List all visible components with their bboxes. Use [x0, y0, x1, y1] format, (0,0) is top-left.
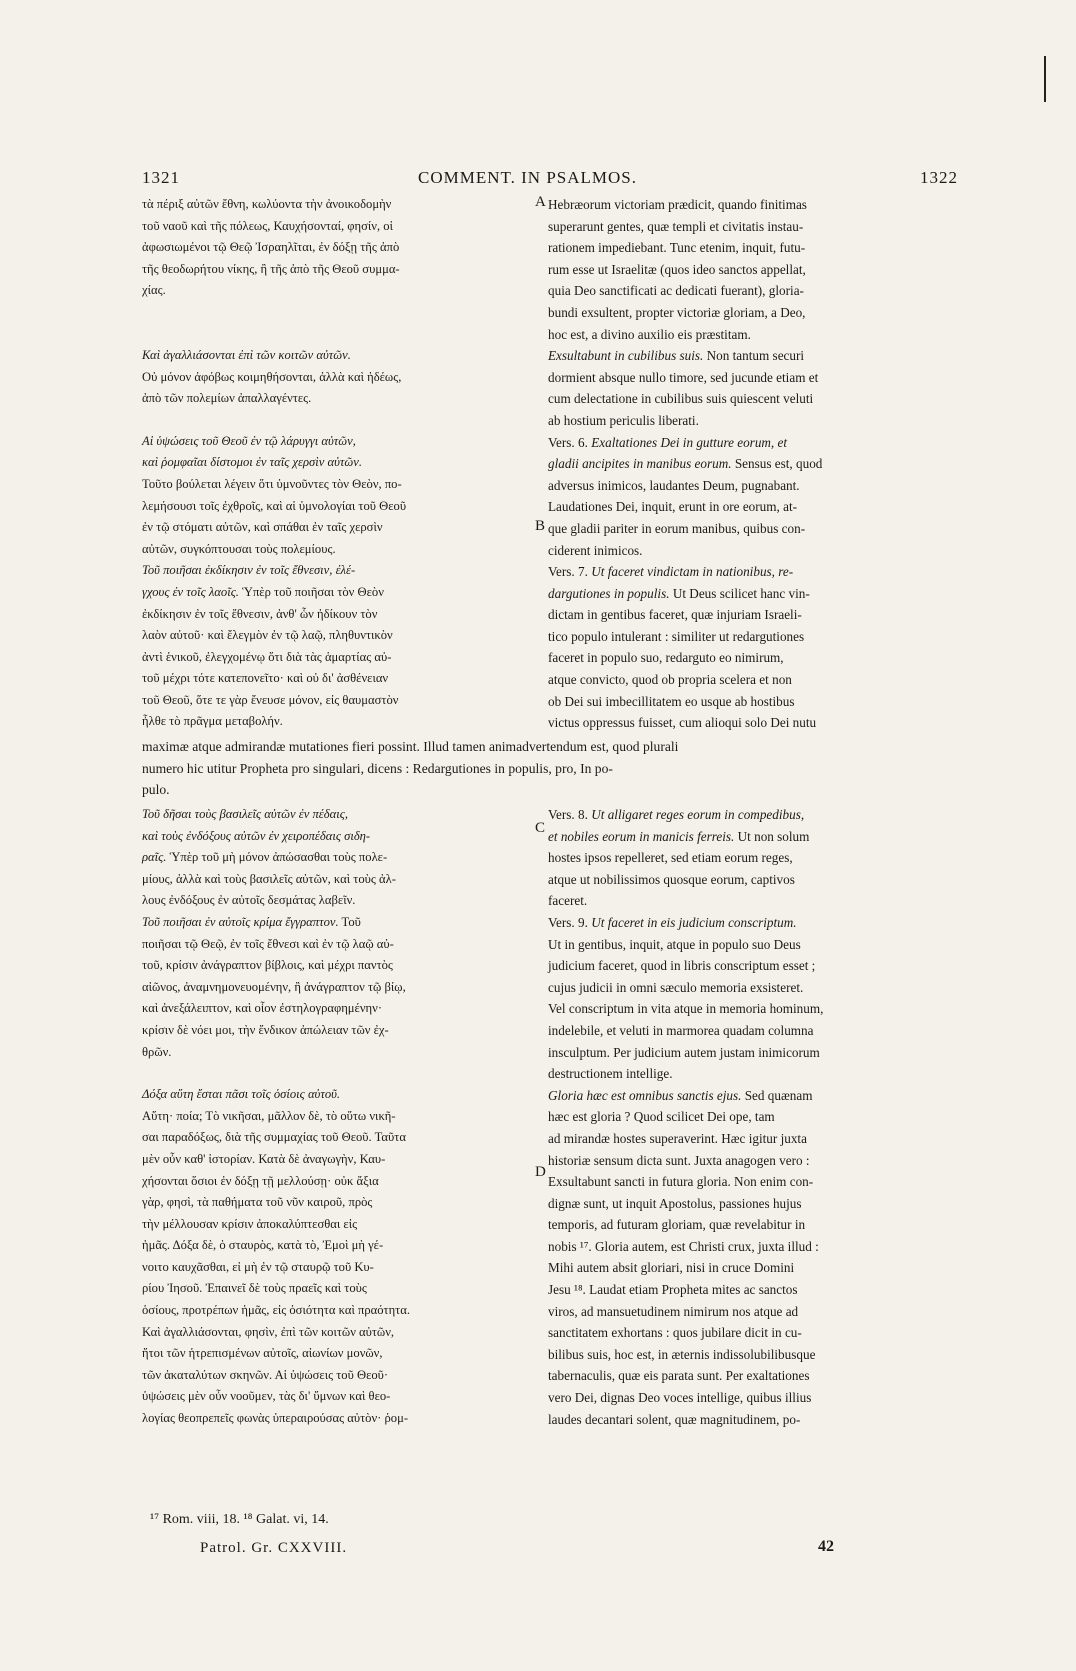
footer-patrol: Patrol. Gr. CXXVIII.: [200, 1540, 348, 1556]
latin-line: dictam in gentibus faceret, quæ injuriam Israeli-: [548, 607, 802, 623]
greek-line: αὐτῶν, συγκόπτουσαι τοὺς πολεμίους.: [142, 541, 336, 556]
greek-verse-heading: καὶ τοὺς ἐνδόξους αὐτῶν ἐν χειροπέδαις σιδη-: [142, 828, 371, 843]
verse-number: Vers. 9.: [548, 914, 588, 930]
greek-line: τοῦ ναοῦ καὶ τῆς πόλεως, Καυχήσονταί, φησίν, οἱ: [142, 218, 393, 233]
latin-line: ciderent inimicos.: [548, 542, 643, 558]
latin-line: destructionem intellige.: [548, 1066, 673, 1082]
latin-line: tico populo intulerant : similiter ut redargutiones: [548, 628, 805, 644]
verse-number: Vers. 6.: [548, 434, 588, 450]
greek-line: θρῶν.: [142, 1044, 172, 1059]
latin-line: Ut in gentibus, inquit, atque in populo suo Deus: [548, 936, 801, 952]
greek-line: αἰῶνος, ἀναμνημονευομένην, ἢ ἀνάγραπτον τῷ βίῳ,: [142, 979, 406, 994]
latin-line: vero Dei, dignas Deo voces intellige, quibus illius: [548, 1390, 812, 1406]
latin-verse-heading: dargutiones in populis.: [548, 585, 670, 601]
latin-line: victus oppressus fuisset, cum alioqui solo Dei nutu: [548, 715, 817, 731]
latin-line: dormient absque nullo timore, sed jucunde etiam et: [548, 369, 819, 385]
greek-verse-heading: καὶ ῥομφαῖαι δίστομοι ἐν ταῖς χερσὶν αὐτῶν.: [142, 455, 363, 470]
greek-line: ὁσίους, προτρέπων ἡμᾶς, εἰς ὁσιότητα καὶ πραότητα.: [142, 1303, 410, 1318]
greek-line: Τοῦ: [341, 914, 361, 929]
latin-line: Ut Deus scilicet hanc vin-: [672, 585, 810, 601]
latin-column-top: [548, 194, 934, 734]
greek-line: χήσονται ὅσιοι ἐν δόξῃ τῇ μελλούσῃ· οὐκ ἄξια: [142, 1173, 379, 1188]
latin-line: ab hostium periculis liberati.: [548, 412, 699, 428]
latin-column-bottom: [548, 804, 934, 1430]
latin-verse-heading: gladii ancipites in manibus eorum.: [548, 456, 732, 472]
latin-verse-heading: Exaltationes Dei in gutture eorum, et: [591, 434, 788, 450]
latin-line: rum esse ut Israelitæ (quos ideo sanctos appellat,: [548, 261, 806, 277]
greek-line: Τοῦτο βούλεται λέγειν ὅτι ὑμνοῦντες τὸν Θεὸν, πο-: [142, 476, 402, 491]
greek-column-top: [142, 194, 542, 733]
latin-line: Jesu ¹⁸. Laudat etiam Propheta mites ac sanctos: [548, 1282, 798, 1298]
latin-line: cujus judicii in omni sæculo memoria exsisteret.: [548, 979, 804, 995]
greek-line: μίους, ἀλλὰ καὶ τοὺς βασιλεῖς αὐτῶν, καὶ τοὺς ἀλ-: [142, 871, 396, 886]
greek-line: καὶ ἀνεξάλειπτον, καὶ οἷον ἐστηλογραφημένην·: [142, 1001, 383, 1016]
latin-line: cum delectatione in cubilibus suis quiescent veluti: [548, 391, 814, 407]
latin-line: faceret.: [548, 893, 588, 909]
latin-line: dignæ sunt, ut inquit Apostolus, passiones hujus: [548, 1195, 802, 1211]
latin-line: faceret in populo suo, redarguto eo nimirum,: [548, 650, 784, 666]
greek-line: τοῦ μέχρι τότε κατεπονεῖτο· καὶ οὐ δι' ἀσθένειαν: [142, 671, 389, 686]
latin-full-line: maximæ atque admirandæ mutationes fieri possint. Illud tamen animadvertendum est, quod plurali: [142, 739, 679, 754]
greek-verse-heading: Τοῦ ποιῆσαι ἐν αὐτοῖς κρίμα ἔγγραπτον.: [142, 914, 339, 929]
latin-line: Mihi autem absit gloriari, nisi in cruce Domini: [548, 1260, 795, 1276]
footnotes: ¹⁷ Rom. viii, 18. ¹⁸ Galat. vi, 14.: [150, 1512, 329, 1527]
latin-line: atque ut nobilissimos quosque eorum, captivos: [548, 871, 795, 887]
greek-line: ἀντὶ ἑνικοῦ, ἐλεγχομένῳ ὅτι διὰ τὰς ἁμαρτίας αὐ-: [142, 649, 392, 664]
latin-full-line: pulo.: [142, 782, 170, 798]
latin-line: temporis, ad futuram gloriam, quæ revelabitur in: [548, 1217, 806, 1233]
latin-line: indelebile, et veluti in marmorea quadam columna: [548, 1022, 814, 1038]
latin-line: Non tantum securi: [706, 348, 805, 364]
greek-line: Αὕτη· ποία; Τὸ νικῆσαι, μᾶλλον δὲ, τὸ οὕτω νικῆ-: [142, 1108, 396, 1123]
latin-line: Sensus est, quod: [734, 456, 823, 472]
running-title: COMMENT. IN PSALMOS.: [418, 168, 637, 187]
greek-line: Καὶ ἀγαλλιάσονται, φησὶν, ἐπὶ τῶν κοιτῶν αὐτῶν,: [142, 1324, 395, 1339]
verse-number: Vers. 7.: [548, 564, 588, 580]
greek-line: μὲν οὖν καθ' ἱστορίαν. Κατὰ δὲ ἀναγωγὴν, Καυ-: [142, 1151, 386, 1166]
margin-letter-a: A: [535, 194, 546, 210]
greek-line: τῶν ἀκαταλύτων σκηνῶν. Αἱ ὑψώσεις τοῦ Θεοῦ·: [142, 1367, 389, 1382]
latin-line: bundi exsultent, propter victoriæ gloriam, a Deo,: [548, 304, 806, 320]
greek-verse-heading: γχους ἐν τοῖς λαοῖς.: [142, 584, 239, 599]
greek-line: ἦλθε τὸ πρᾶγμα μεταβολήν.: [142, 714, 283, 729]
greek-line: Οὐ μόνον ἀφόβως κοιμηθήσονται, ἀλλὰ καὶ ἡδέως,: [142, 369, 402, 384]
greek-line: Ὑπὲρ τοῦ ποιῆσαι τὸν Θεὸν: [242, 584, 384, 599]
running-header: [0, 168, 1076, 192]
greek-line: ἀπὸ τῶν πολεμίων ἀπαλλαγέντες.: [142, 391, 312, 406]
latin-line: Laudationes Dei, inquit, erunt in ore eorum, at-: [548, 499, 798, 515]
latin-line: Hebræorum victoriam prædicit, quando finitimas: [548, 197, 807, 212]
latin-line: rationem impediebant. Tunc etenim, inquit, futu-: [548, 240, 806, 256]
latin-line: bilibus suis, hoc est, in æternis indissolubilibusque: [548, 1346, 816, 1362]
latin-line: Ut non solum: [737, 828, 810, 844]
greek-line: λογίας θεοπρεπεῖς φωνὰς ὑπεραιρούσας αὐτὸν· ῥομ-: [142, 1411, 409, 1426]
latin-line: ad mirandæ hostes superaverint. Hæc igitur juxta: [548, 1130, 807, 1146]
latin-full-width: [142, 736, 934, 801]
greek-verse-heading: Δόξα αὕτη ἔσται πᾶσι τοῖς ὁσίοις αὐτοῦ.: [142, 1087, 341, 1102]
latin-verse-heading: Ut alligaret reges eorum in compedibus,: [591, 807, 805, 822]
greek-line: τοῦ, κρίσιν ἀνάγραπτον βίβλοις, καὶ μέχρι παντὸς: [142, 958, 393, 973]
latin-line: sanctitatem exhortans : quos jubilare dicit in cu-: [548, 1325, 802, 1341]
greek-line: τῆς θεοδωρήτου νίκης, ἢ τῆς ἀπὸ τῆς Θεοῦ συμμα-: [142, 261, 400, 276]
latin-verse-heading: Ut faceret in eis judicium conscriptum.: [591, 914, 797, 930]
greek-line: λεμήσουσι τοῖς ἐχθροῖς, καὶ αἱ ὑμνολογίαι τοῦ Θεοῦ: [142, 498, 407, 513]
greek-line: τοῦ Θεοῦ, ὅτε τε γὰρ ἔνευσε μόνον, εἰς θαυμαστὸν: [142, 692, 399, 707]
greek-line: ἀφωσιωμένοι τῷ Θεῷ Ἰσραηλῖται, ἐν δόξῃ τῆς ἀπὸ: [142, 240, 400, 255]
latin-line: que gladii pariter in eorum manibus, quibus con-: [548, 520, 806, 536]
greek-line: ἐν τῷ στόματι αὐτῶν, καὶ σπάθαι ἐν ταῖς χερσὶν: [142, 520, 383, 535]
latin-line: hostes ipsos repelleret, sed etiam eorum reges,: [548, 850, 793, 866]
greek-line: ποιῆσαι τῷ Θεῷ, ἐν τοῖς ἔθνεσι καὶ ἐν τῷ λαῷ αὐ-: [142, 936, 394, 951]
latin-line: insculptum. Per judicium autem justam inimicorum: [548, 1044, 820, 1060]
latin-line: ob Dei sui imbecillitatem eo usque ab hostibus: [548, 693, 795, 709]
verse-number: Vers. 8.: [548, 807, 588, 822]
greek-line: σαι παραδόξως, διὰ τῆς συμμαχίας τοῦ Θεοῦ. Ταῦτα: [142, 1130, 406, 1145]
latin-verse-heading: et nobiles eorum in manicis ferreis.: [548, 828, 735, 844]
latin-line: Vel conscriptum in vita atque in memoria hominum,: [548, 1001, 824, 1017]
latin-full-line: numero hic utitur Propheta pro singulari, dicens : Redargutiones in populis, pro, In po-: [142, 760, 613, 776]
margin-letter-b: B: [535, 518, 546, 534]
greek-verse-heading: Αἱ ὑψώσεις τοῦ Θεοῦ ἐν τῷ λάρυγγι αὐτῶν,: [142, 433, 356, 448]
latin-line: viros, ad mansuetudinem nimirum nos atque ad: [548, 1303, 799, 1319]
greek-line: τὴν μέλλουσαν κρίσιν ἀποκαλύπτεσθαι εἰς: [142, 1216, 358, 1231]
latin-line: hæc est gloria ? Quod scilicet Dei ope, tam: [548, 1109, 775, 1125]
greek-line: ρίου Ἰησοῦ. Ἐπαινεῖ δὲ τοὺς πραεῖς καὶ τοὺς: [142, 1281, 367, 1296]
latin-line: atque convicto, quod ob propria scelera et non: [548, 672, 792, 688]
greek-column-bottom: [142, 804, 542, 1430]
page-number: 42: [818, 1538, 834, 1555]
latin-line: tabernaculis, quæ eis parata sunt. Per exaltationes: [548, 1368, 810, 1384]
margin-letter-c: C: [535, 820, 546, 836]
greek-line: τὰ πέριξ αὐτῶν ἔθνη, κωλύοντα τὴν ἀνοικοδομὴν: [142, 197, 392, 211]
greek-line: κρίσιν δὲ νόει μοι, τὴν ἔνδικον ἀπώλειαν τῶν ἐχ-: [142, 1022, 389, 1037]
greek-line: ὑψώσεις μὲν οὖν νοοῦμεν, τὰς δι' ὕμνων καὶ θεο-: [142, 1389, 391, 1404]
greek-line: νοιτο καυχᾶσθαι, εἰ μὴ ἐν τῷ σταυρῷ τοῦ Κυ-: [142, 1259, 374, 1274]
greek-line: ἡμᾶς. Δόξα δὲ, ὁ σταυρὸς, κατὰ τὸ, Ἐμοὶ μὴ γέ-: [142, 1238, 384, 1253]
latin-verse-heading: Exsultabunt in cubilibus suis.: [548, 348, 704, 364]
greek-line: Ὑπὲρ τοῦ μὴ μόνον ἀπώσασθαι τοὺς πολε-: [169, 850, 388, 865]
column-number-left: 1321: [142, 168, 180, 187]
greek-line: ἤτοι τῶν ἡτρεπισμένων αὐτοῖς, αἰωνίων μονῶν,: [142, 1346, 383, 1361]
margin-letter-d: D: [535, 1164, 546, 1180]
latin-line: superarunt gentes, quæ templi et civitatis instau-: [548, 218, 804, 234]
latin-line: laudes decantari solent, quæ magnitudinem, po-: [548, 1411, 801, 1427]
latin-verse-heading: Ut faceret vindictam in nationibus, re-: [591, 564, 794, 580]
greek-line: λαὸν αὐτοῦ· καὶ ἔλεγμὸν ἐν τῷ λαῷ, πληθυντικὸν: [142, 628, 393, 643]
latin-verse-heading: Gloria hæc est omnibus sanctis ejus.: [548, 1087, 742, 1103]
latin-line: nobis ¹⁷. Gloria autem, est Christi crux, juxta illud :: [548, 1238, 819, 1254]
latin-line: Exsultabunt sancti in futura gloria. Non enim con-: [548, 1174, 814, 1190]
greek-verse-heading: ραῖς.: [142, 850, 167, 865]
greek-verse-heading: Καὶ ἀγαλλιάσονται ἐπὶ τῶν κοιτῶν αὐτῶν.: [142, 347, 351, 362]
greek-line: λους ἐνδόξους ἐν αὐτοῖς δεσμάτας λαβεῖν.: [142, 893, 356, 908]
margin-rule: [1044, 56, 1046, 102]
greek-line: χίας.: [142, 283, 166, 298]
greek-line: γὰρ, φησὶ, τὰ παθήματα τοῦ νῦν καιροῦ, πρὸς: [142, 1195, 373, 1210]
greek-verse-heading: Τοῦ δῆσαι τοὺς βασιλεῖς αὐτῶν ἐν πέδαις,: [142, 807, 348, 821]
latin-line: judicium faceret, quod in libris conscriptum esset ;: [548, 958, 816, 974]
greek-line: ἐκδίκησιν ἐν τοῖς ἔθνεσιν, ἀνθ' ὧν ἠδίκουν τὸν: [142, 606, 378, 621]
latin-line: adversus inimicos, laudantes Deum, pugnabant.: [548, 477, 800, 493]
latin-line: hoc est, a divino auxilio eis præstitam.: [548, 326, 751, 342]
column-number-right: 1322: [920, 168, 958, 187]
latin-line: quia Deo sanctificati ac dedicati fuerant), gloria-: [548, 283, 804, 299]
greek-verse-heading: Τοῦ ποιῆσαι ἐκδίκησιν ἐν τοῖς ἔθνεσιν, ἐλέ-: [142, 563, 356, 578]
latin-line: historiæ sensum dicta sunt. Juxta anagogen vero :: [548, 1152, 810, 1168]
latin-line: Sed quænam: [744, 1087, 813, 1103]
